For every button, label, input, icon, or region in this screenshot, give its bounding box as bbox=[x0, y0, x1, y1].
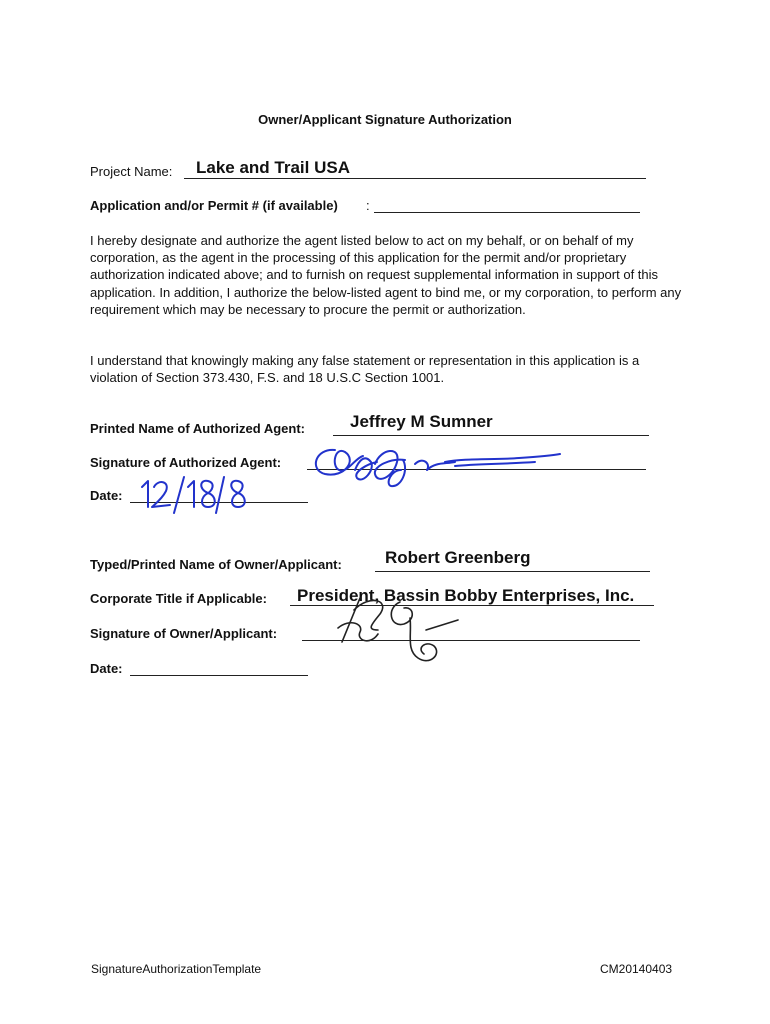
project-name-label: Project Name: bbox=[90, 164, 173, 179]
false-statement-paragraph: I understand that knowingly making any false statement or representation in this application is a violation of Section 373.430, F.S. and 18 U.S.C Section 1001. bbox=[90, 353, 640, 386]
owner-name-line bbox=[375, 571, 650, 572]
agent-name-line bbox=[333, 435, 649, 436]
agent-date-label: Date: bbox=[90, 488, 123, 503]
agent-name-value[interactable]: Jeffrey M Sumner bbox=[350, 412, 493, 431]
authorization-paragraph: I hereby designate and authorize the agent listed below to act on my behalf, or on behalf of my corporation, as the agent in the processing of this application for the permit and/or proprietary authorization indicated above; and to furnish on request supplemental information in support of this application. In addition, I authorize the below-listed agent to bind me, or my corporation, to perform any requirement which may be necessary to procure the permit or authorization. bbox=[90, 233, 682, 317]
project-name-value[interactable]: Lake and Trail USA bbox=[196, 158, 350, 177]
application-permit-colon: : bbox=[366, 198, 370, 213]
corporate-title-value[interactable]: President, Bassin Bobby Enterprises, Inc. bbox=[297, 586, 635, 605]
footer-document-code: CM20140403 bbox=[600, 962, 673, 976]
agent-name-label: Printed Name of Authorized Agent: bbox=[90, 421, 305, 436]
owner-date-line bbox=[130, 675, 308, 676]
application-permit-line bbox=[374, 212, 640, 213]
owner-name-value[interactable]: Robert Greenberg bbox=[385, 548, 531, 567]
owner-name-label: Typed/Printed Name of Owner/Applicant: bbox=[90, 557, 342, 572]
application-permit-label: Application and/or Permit # (if available) bbox=[90, 198, 338, 213]
owner-date-label: Date: bbox=[90, 661, 123, 676]
agent-signature-label: Signature of Authorized Agent: bbox=[90, 455, 282, 470]
owner-signature-image bbox=[330, 588, 470, 670]
document-title: Owner/Applicant Signature Authorization bbox=[258, 112, 512, 127]
agent-signature-image bbox=[305, 440, 565, 500]
corporate-title-label: Corporate Title if Applicable: bbox=[90, 591, 267, 606]
agent-date-value bbox=[140, 480, 144, 481]
footer-template-name: SignatureAuthorizationTemplate bbox=[91, 962, 262, 976]
owner-signature-label: Signature of Owner/Applicant: bbox=[90, 626, 278, 641]
project-name-line bbox=[184, 178, 646, 179]
agent-date-handwriting bbox=[138, 475, 248, 515]
